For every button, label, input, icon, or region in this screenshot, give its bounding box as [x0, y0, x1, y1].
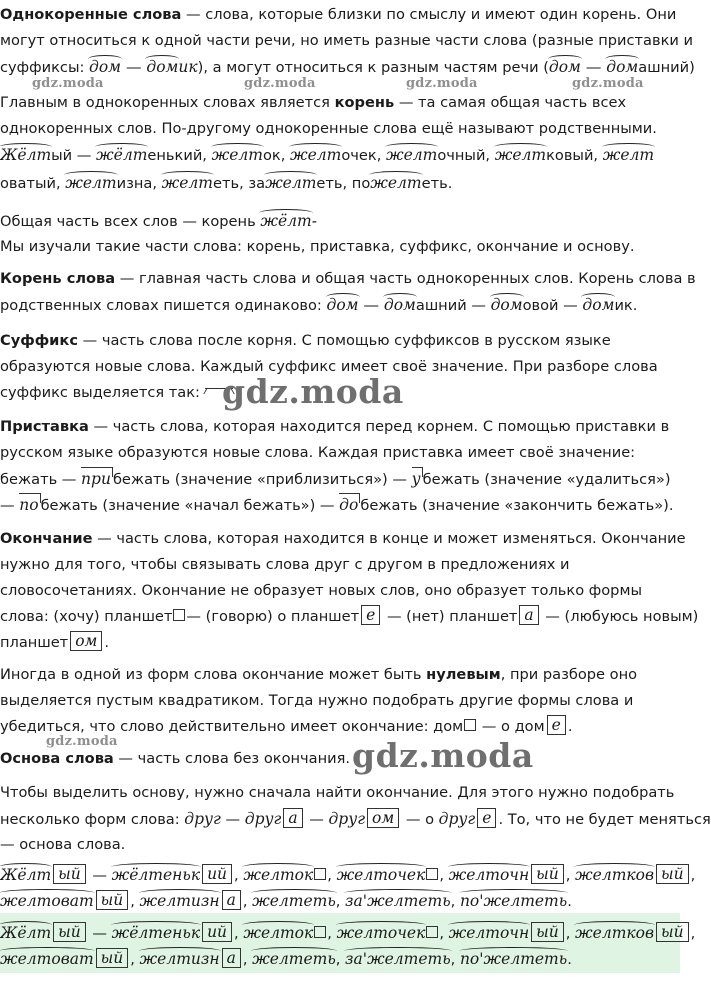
text-line: Суффикс — часть слова после корня. С помощью суффиксов в русском языке — [0, 332, 611, 349]
text-line: Иногда в одной из форм слова окончание может быть нулевым, при разборе оно — [0, 666, 638, 683]
text-line: Корень слова — главная часть слова и общая часть однокоренных слов. Корень слова в — [0, 270, 696, 287]
text-line: желтоват ый , желтизн а , желтеть, за'желтеть, по'желтеть. — [0, 946, 572, 973]
text-line: несколько форм слова: друг — друг а — друг ом — о друг е . То, что не будет меняться — [0, 809, 711, 828]
text-line: Главным в однокоренных словах является корень — та самая общая часть всех — [0, 94, 627, 111]
text-line: — основа слова. — [0, 836, 126, 853]
text-line: Жёлтый — жёлтенький, желток, желточек, желточный, желтковый, желт — [0, 142, 654, 169]
text-line: выделяется пустым квадратиком. Тогда нужно подобрать другие формы слова и — [0, 692, 634, 709]
text-line: слова: (хочу) планшет — (говорю) о планшет е — (нет) планшет а — (любуюсь новым) — [0, 606, 699, 625]
watermark: gdz.moda — [32, 76, 104, 91]
text-line: однокоренных слов. По-другому однокоренные слова ещё называют родственными. — [0, 120, 657, 137]
text-line: оватый, желтизна, желтеть, зажелтеть, пожелтеть. — [0, 170, 452, 197]
text-line: суффикс выделяется так: — [0, 380, 233, 406]
text-line: желтоват ый , желтизн а , желтеть, за'желтеть, по'желтеть. — [0, 888, 572, 915]
text-line: Окончание — часть слова, которая находится в конце и может изменяться. Окончание — [0, 530, 686, 547]
text-line: словосочетаниях. Окончание не образует новых слов, оно образует только формы — [0, 582, 642, 599]
watermark: gdz.moda — [572, 76, 644, 91]
text-line: нужно для того, чтобы связывать слова друг с другом в предложениях и — [0, 556, 570, 573]
text-line: Общая часть всех слов — корень жёлт- — [0, 208, 317, 235]
text-line: русском языке образуются новые слова. Каждая приставка имеет своё значение: — [0, 444, 636, 461]
text-line: Приставка — часть слова, которая находится перед корнем. С помощью приставки в — [0, 418, 670, 435]
text-line: убедиться, что слово действительно имеет окончание: дом — о дом е . — [0, 716, 573, 735]
text-line: родственных словах пишется одинаково: дом — домашний — домовой — домик. — [0, 292, 637, 319]
watermark: gdz.moda — [46, 734, 118, 749]
watermark: gdz.moda — [244, 76, 316, 91]
text-line: Однокоренные слова — слова, которые близки по смыслу и имеют один корень. Они — [0, 6, 677, 23]
text-line: Мы изучали такие части слова: корень, приставка, суффикс, окончание и основу. — [0, 238, 635, 255]
text-line: бежать — при бежать (значение «приблизиться») — у бежать (значение «удалиться») — [0, 466, 671, 493]
text-line: Жёлт ый — жёлтеньк ий , желток , желточек , желточн ый , желтков ый , — [0, 862, 695, 889]
text-line: Чтобы выделить основу, нужно сначала найти окончание. Для этого нужно подобрать — [0, 784, 675, 801]
text-line: Жёлт ый — жёлтеньк ий , желток , желточек , желточн ый , желтков ый , — [0, 920, 695, 947]
text-line: — по бежать (значение «начал бежать») — до бежать (значение «закончить бежать»). — [0, 492, 674, 519]
text-line: могут относиться к одной части речи, но иметь разные части слова (разные приставки и — [0, 32, 694, 49]
text-line: планшет ом . — [0, 632, 110, 651]
text-line: образуются новые слова. Каждый суффикс имеет своё значение. При разборе слова — [0, 358, 658, 375]
watermark: gdz.moda — [352, 736, 534, 775]
watermark: gdz.moda — [406, 76, 478, 91]
text-line: Основа слова — часть слова без окончания. — [0, 750, 351, 767]
watermark: gdz.moda — [222, 372, 404, 411]
text-line: суффиксы: дом — домик), а могут относиться к разным частям речи (дом — домашний) — [0, 54, 695, 81]
